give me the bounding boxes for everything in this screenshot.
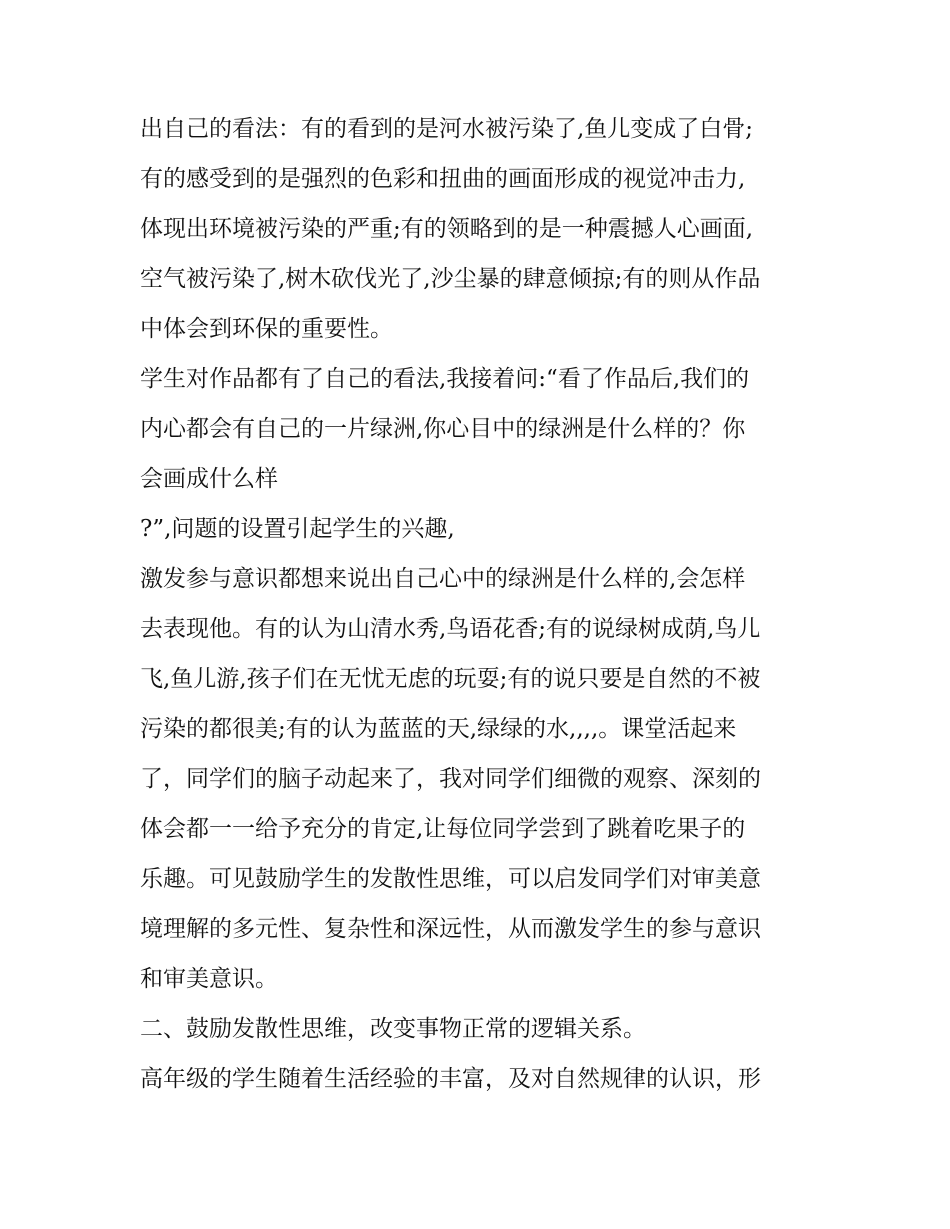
text-line: 中体会到环保的重要性。 <box>140 316 393 342</box>
text-line: 激发参与意识都想来说出自己心中的绿洲是什么样的,会怎样 <box>140 566 746 592</box>
document-body <box>140 104 830 1104</box>
text-line: 乐趣。可见鼓励学生的发散性思维，可以启发同学们对审美意 <box>140 866 761 892</box>
text-line: 高年级的学生随着生活经验的丰富，及对自然规律的认识，形 <box>140 1066 761 1092</box>
text-line: 体现出环境被污染的严重;有的领略到的是一种震撼人心画面, <box>140 216 754 242</box>
text-line: 内心都会有自己的一片绿洲,你心目中的绿洲是什么样的？你 <box>140 416 746 442</box>
text-line: 和审美意识。 <box>140 966 278 992</box>
text-line: 污染的都很美;有的认为蓝蓝的天,绿绿的水,,,,。课堂活起来 <box>140 716 737 742</box>
text-line: 飞,鱼儿游,孩子们在无忧无虑的玩耍;有的说只要是自然的不被 <box>140 666 761 692</box>
text-line: 去表现他。有的认为山清水秀,鸟语花香;有的说绿树成荫,鸟儿 <box>140 616 761 642</box>
text-line: 会画成什么样 <box>140 466 278 492</box>
text-line: ?”,问题的设置引起学生的兴趣, <box>140 516 455 542</box>
text-line: 有的感受到的是强烈的色彩和扭曲的画面形成的视觉冲击力, <box>140 166 746 192</box>
text-line: 出自己的看法：有的看到的是河水被污染了,鱼儿变成了白骨; <box>140 116 754 142</box>
text-line: 境理解的多元性、复杂性和深远性，从而激发学生的参与意识 <box>140 916 761 942</box>
text-line: 体会都一一给予充分的肯定,让每位同学尝到了跳着吃果子的 <box>140 816 746 842</box>
text-line: 空气被污染了,树木砍伐光了,沙尘暴的肆意倾掠;有的则从作品 <box>140 266 761 292</box>
text-line: 了，同学们的脑子动起来了，我对同学们细微的观察、深刻的 <box>140 766 761 792</box>
text-line: 学生对作品都有了自己的看法,我接着问:“看了作品后,我们的 <box>140 366 750 392</box>
section-heading: 二、鼓励发散性思维，改变事物正常的逻辑关系。 <box>140 1016 646 1042</box>
